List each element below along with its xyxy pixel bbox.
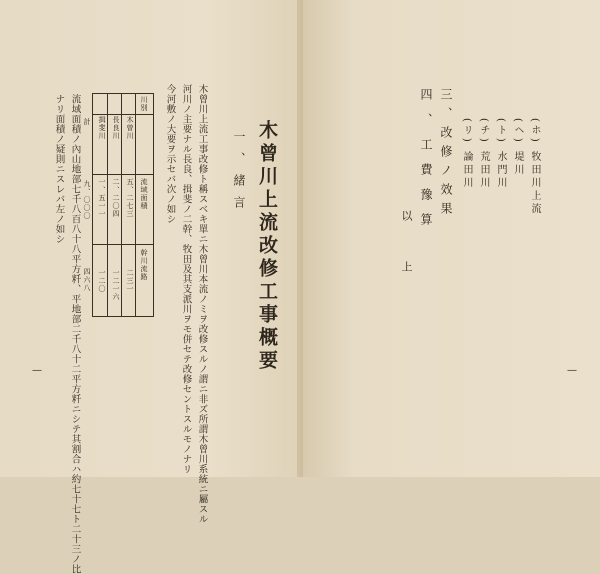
table-header-basin-area: 流域面積 xyxy=(140,178,148,210)
benefit-item-ri: (リ) 論田川 xyxy=(461,118,472,190)
intro-line-1: 木曾川上流工事改修ト稱スベキ單ニ木曾川本流ノミヲ改修スルノ謂ニ非ズ所謂木曾川系統ニ屬スル xyxy=(196,84,208,524)
table-header-main-channel: 幹川流路 xyxy=(140,249,148,281)
benefit-item-to: (ト) 水門川 xyxy=(495,118,506,190)
intro-line-3: 今河敷ノ大要ヲ示セバ次ノ如シ xyxy=(164,84,176,224)
table-cell: 一二〇 xyxy=(98,269,106,293)
table-cell: 長良川 xyxy=(112,116,120,140)
table-cell: 五、二七三 xyxy=(126,178,134,218)
closing-line-2: ナリ面積ノ疑則ニスレバ左ノ如シ xyxy=(53,94,65,244)
closing-line-1: 流域面積ノ內山地部七千八百八十八平方粁、平地部二千八十二平方粁ニシテ其割合ハ約七十七ト二十三ノ比 xyxy=(69,94,81,574)
table-cell: 一二一六 xyxy=(112,269,120,301)
benefit-item-ho: (ホ) 牧田川上流 xyxy=(529,118,540,216)
section-heading-effects: 三、改修ノ效果 xyxy=(439,88,453,221)
section-heading-introduction: 一、緒言 xyxy=(232,130,246,218)
river-statistics-table xyxy=(92,93,154,317)
benefit-item-chi: (チ) 荒田川 xyxy=(478,118,489,190)
benefit-item-he: (ヘ) 堤川 xyxy=(512,118,523,177)
right-page-dash: — xyxy=(567,365,577,376)
section-heading-budget: 四、工費豫算 xyxy=(419,88,433,238)
book-gutter xyxy=(297,0,303,477)
table-cell: 一、五一一 xyxy=(98,178,106,218)
table-total-length: 四六八 xyxy=(83,268,91,292)
intro-line-2: 河川ノ主要ナル長良、揖斐ノ二幹、牧田及其支派川ヲモ併セテ改修セントスルモノナリ xyxy=(180,84,192,474)
table-cell: 二三一 xyxy=(126,269,134,293)
right-page xyxy=(300,0,600,477)
table-cell: 木曾川 xyxy=(126,116,134,140)
end-mark: 以上 xyxy=(400,210,413,312)
table-header-river: 川別 xyxy=(140,96,148,112)
document-title: 木曾川上流改修工事概要 xyxy=(256,120,278,373)
left-page-dash: — xyxy=(32,365,42,376)
table-cell: 揖斐川 xyxy=(98,116,106,140)
table-total-label: 計 xyxy=(83,118,91,126)
table-cell: 二、二〇四 xyxy=(112,178,120,218)
table-total-area: 九、〇〇〇 xyxy=(83,180,91,220)
